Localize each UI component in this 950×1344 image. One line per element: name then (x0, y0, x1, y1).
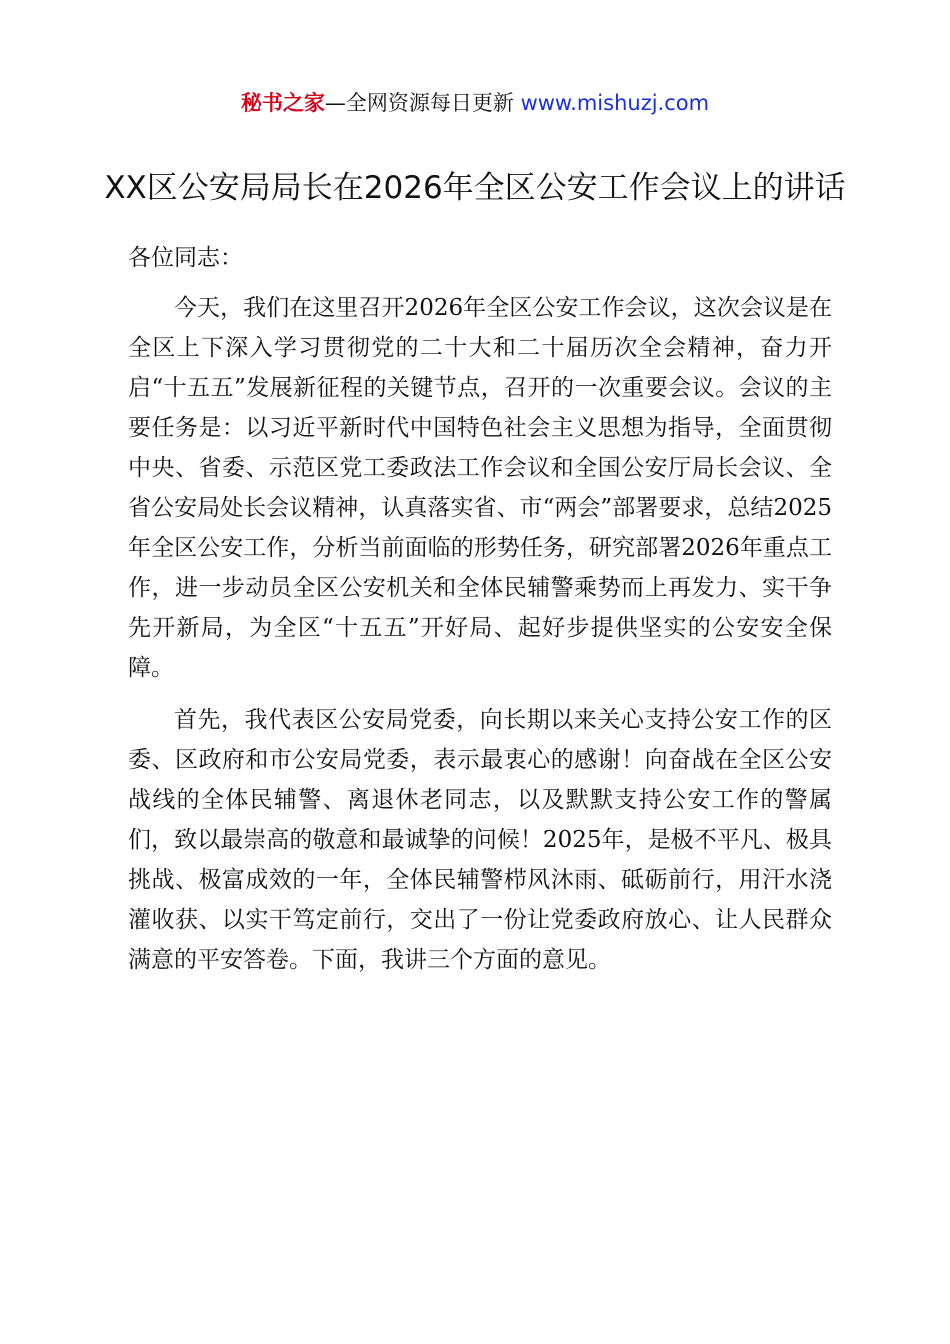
paragraph-thanks: 首先，我代表区公安局党委，向长期以来关心支持公安工作的区委、区政府和市公安局党委，表示最衷心的感谢！向奋战在全区公安战线的全体民辅警、离退休老同志，以及默默支持公安工作的警属们，致以最崇高的敬意和最诚挚的问候！2025年，是极不平凡、极具挑战、极富成效的一年，全体民辅警栉风沐雨、砥砺前行，用汗水浇灌收获、以实干笃定前行，交出了一份让党委政府放心、让人民群众满意的平安答卷。下面，我讲三个方面的意见。 (128, 707, 832, 973)
salutation: 各位同志： (128, 245, 243, 271)
paragraph-opening: 今天，我们在这里召开2026年全区公安工作会议，这次会议是在全区上下深入学习贯彻党的二十大和二十届历次全会精神，奋力开启“十五五”发展新征程的关键节点，召开的一次重要会议。会议的主要任务是：以习近平新时代中国特色社会主义思想为指导，全面贯彻中央、省委、示范区党工委政法工作会议和全国公安厅局长会议、全省公安局处长会议精神，认真落实省、市“两会”部署要求，总结2025年全区公安工作，分析当前面临的形势任务，研究部署2026年重点工作，进一步动员全区公安机关和全体民辅警乘势而上再发力、实干争先开新局，为全区“十五五”开好局、起好步提供坚实的公安安全保障。 (128, 295, 832, 681)
site-slogan: —全网资源每日更新 (324, 91, 521, 115)
site-brand: 秘书之家 (240, 91, 325, 115)
site-url-link[interactable]: www.mishuzj.com (520, 91, 710, 115)
document-body (128, 238, 832, 980)
site-header (0, 88, 950, 118)
document-title: XX区公安局局长在2026年全区公安工作会议上的讲话 (104, 170, 846, 206)
